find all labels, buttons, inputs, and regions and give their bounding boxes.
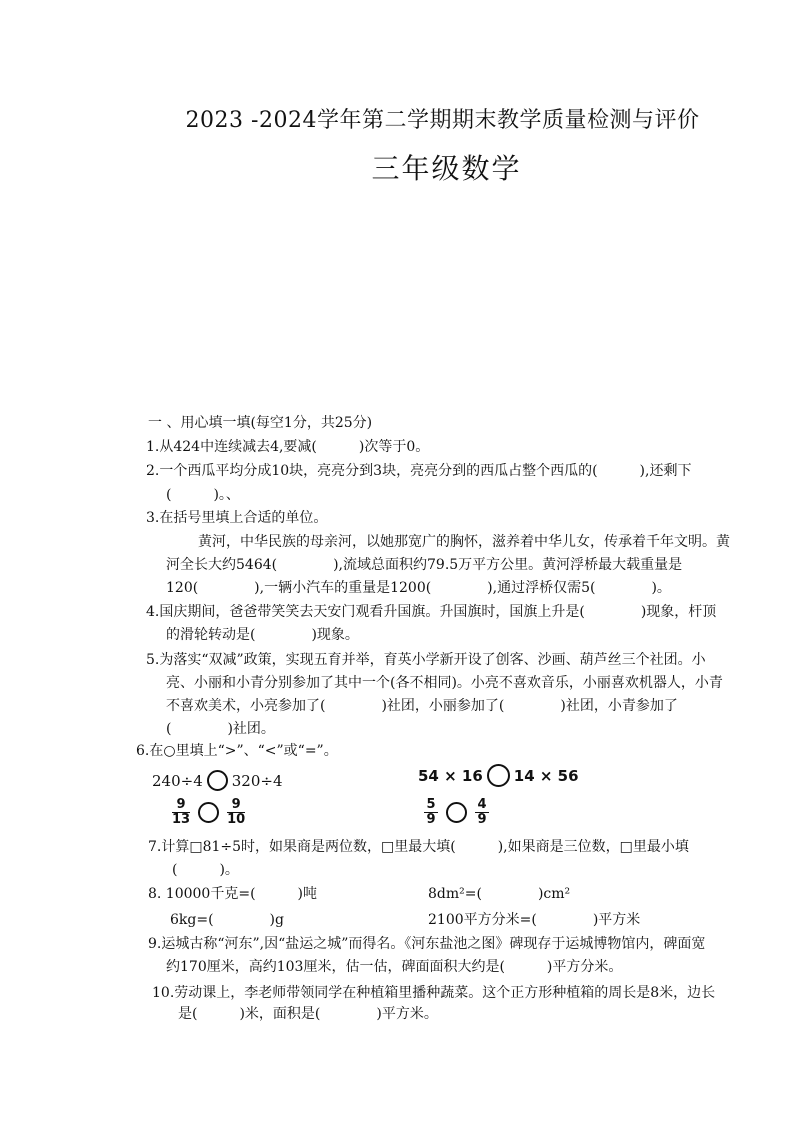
question-5-line-3: 不喜欢美术，小亮参加了( )社团，小丽参加了( )社团，小青参加了	[166, 698, 678, 714]
question-10-line-1: 10.劳动课上，李老师带领同学在种植箱里播种蔬菜。这个正方形种植箱的周长是8米，边长	[152, 985, 716, 1001]
denominator: 9	[477, 812, 487, 827]
question-8-c: 6kg=( )g	[170, 912, 284, 928]
compare-row-2-right	[424, 798, 489, 827]
question-6: 6.在○里填上“>”、“<”或“=”。	[136, 743, 338, 759]
question-8-d: 2100平方分米=( )平方米	[428, 912, 641, 928]
compare-row-1-left	[152, 770, 283, 791]
question-3-line-3: 120( ),一辆小汽车的重量是1200( ),通过浮桥仅需5( )。	[166, 580, 671, 596]
question-9-line-1: 9.运城古称“河东”,因“盐运之城”而得名。《河东盐池之图》碑现存于运城博物馆内，碑面宽	[148, 936, 706, 952]
fraction	[424, 798, 438, 827]
question-3-line-2: 河全长大约5464( ),流域总面积约79.5万平方公里。黄河浮桥最大载重量是	[166, 557, 683, 573]
question-4-line-1: 4.国庆期间，爸爸带笑笑去天安门观看升国旗。升国旗时，国旗上升是( )现象，杆顶	[146, 604, 717, 620]
compare-circle[interactable]	[198, 802, 219, 823]
question-8-a: 8. 10000千克=( )吨	[148, 886, 317, 902]
question-2-line-2: ( )。、	[166, 487, 240, 503]
question-5-line-4: ( )社团。	[166, 721, 275, 737]
fraction	[172, 798, 190, 827]
exam-title: 2023 -2024学年第二学期期末教学质量检测与评价	[185, 108, 700, 133]
fraction	[227, 798, 245, 827]
denominator: 9	[426, 812, 436, 827]
compare-expr: 240÷4	[152, 771, 203, 790]
compare-expr: 320÷4	[231, 771, 283, 790]
compare-circle[interactable]	[446, 802, 467, 823]
compare-circle[interactable]	[487, 764, 510, 787]
numerator: 9	[176, 797, 186, 812]
numerator: 4	[477, 797, 487, 812]
question-9-line-2: 约170厘米，高约103厘米，估一估，碑面面积大约是( )平方分米。	[166, 959, 623, 975]
question-7-line-2: ( )。	[172, 862, 239, 878]
question-5-line-1: 5.为落实“双减”政策，实现五育并举，育英小学新开设了创客、沙画、葫芦丝三个社团。小	[146, 652, 706, 668]
question-5-line-2: 亮、小丽和小青分别参加了其中一个(各不相同)。小亮不喜欢音乐，小丽喜欢机器人，小青	[166, 675, 723, 691]
compare-row-2-left	[172, 798, 245, 827]
question-3-intro: 3.在括号里填上合适的单位。	[146, 510, 328, 526]
question-7-line-1: 7.计算□81÷5时，如果商是两位数，□里最大填( ),如果商是三位数，□里最小填	[148, 839, 689, 855]
denominator: 13	[172, 812, 191, 827]
denominator: 10	[227, 812, 246, 827]
numerator: 5	[426, 797, 436, 812]
question-10-line-2: 是( )米，面积是( )平方米。	[178, 1006, 438, 1022]
numerator: 9	[231, 797, 241, 812]
question-4-line-2: 的滑轮转动是( )现象。	[166, 627, 359, 643]
question-2-line-1: 2.一个西瓜平均分成10块，亮亮分到3块，亮亮分到的西瓜占整个西瓜的( ),还剩下	[146, 463, 692, 479]
question-3-line-1: 黄河，中华民族的母亲河，以她那宽广的胸怀，滋养着中华儿女，传承着千年文明。黄	[198, 534, 730, 550]
compare-expr: 54 × 16	[418, 766, 483, 785]
question-8-b: 8dm²=( )cm²	[428, 886, 571, 902]
compare-expr: 14 × 56	[513, 766, 579, 785]
compare-circle[interactable]	[207, 770, 228, 791]
exam-subtitle: 三年级数学	[371, 152, 522, 185]
section-heading: 一 、用心填一填(每空1分，共25分)	[148, 415, 373, 431]
question-1: 1.从424中连续减去4,要减( )次等于0。	[146, 439, 430, 455]
compare-row-1-right	[418, 764, 579, 787]
fraction	[475, 798, 489, 827]
